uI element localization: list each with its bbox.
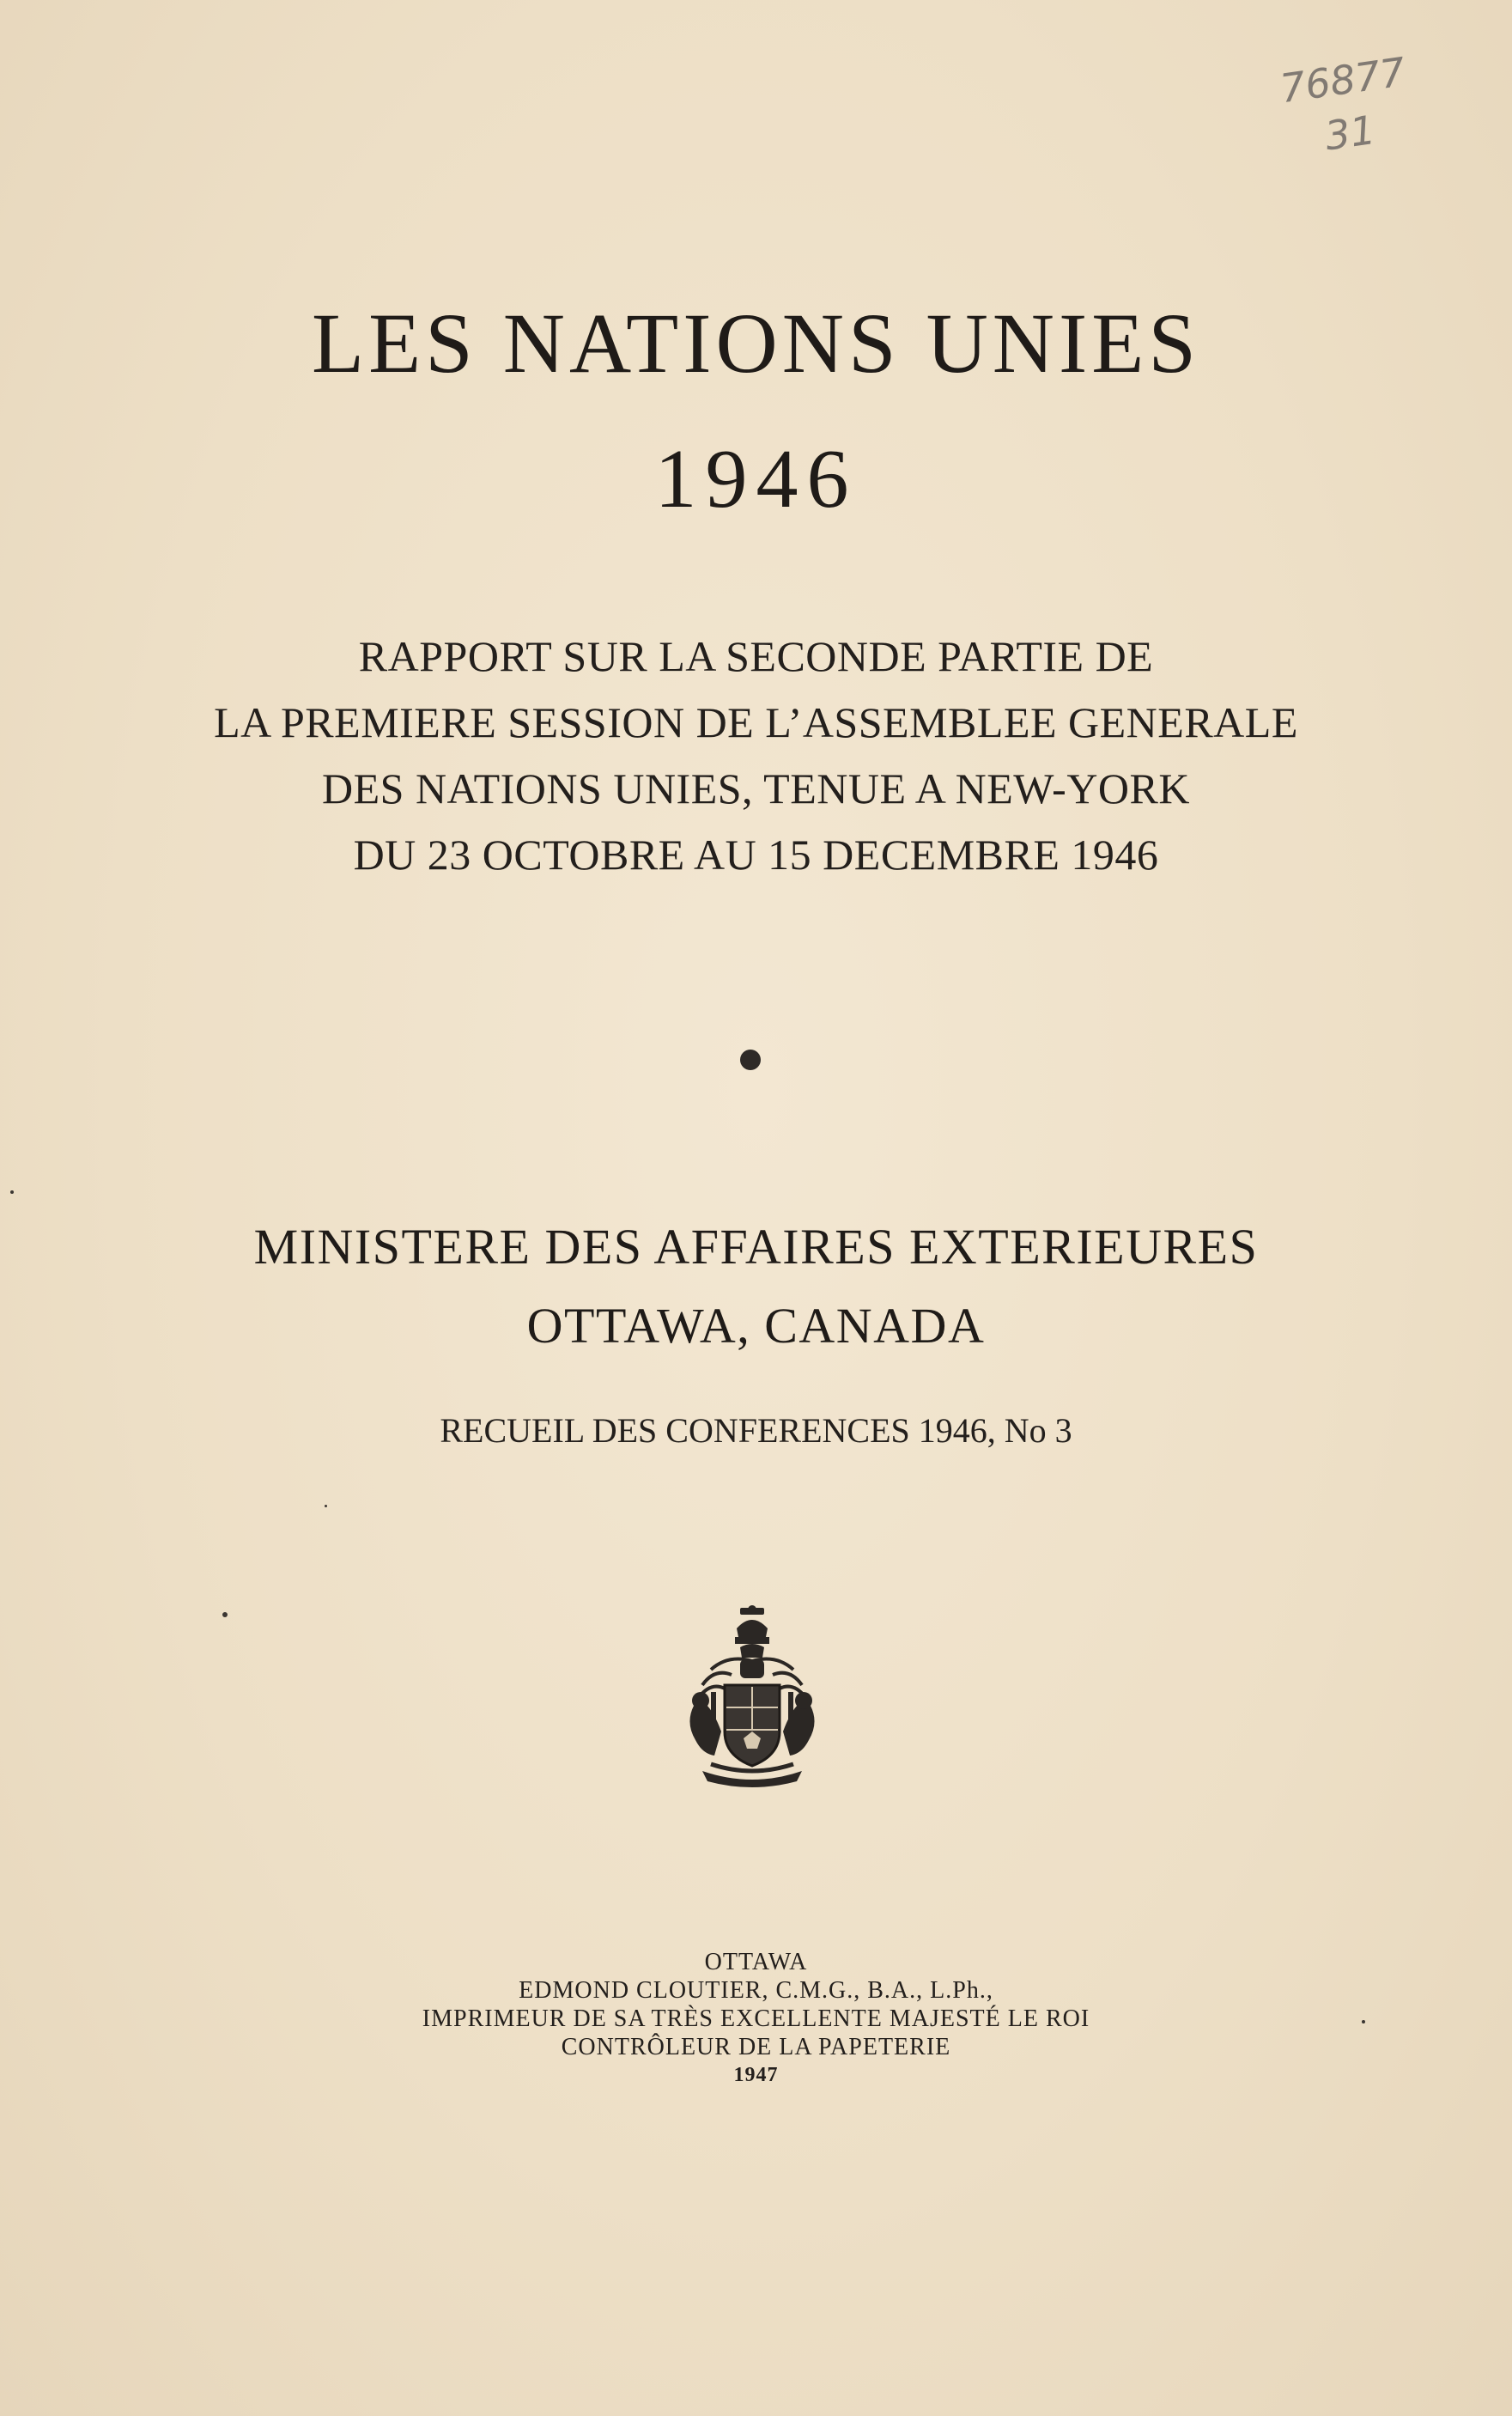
imprint-city: OTTAWA [704,1949,808,1975]
canada-coat-of-arms-icon [677,1603,828,1793]
paper-speck [222,1612,228,1617]
handwritten-catalog-number [1277,45,1416,167]
catalog-number-line2: 31 [1321,106,1378,160]
printer-imprint [0,1948,1512,2090]
imprint-year: 1947 [733,2064,779,2086]
paper-speck [10,1190,14,1194]
imprint-role: IMPRIMEUR DE SA TRÈS EXCELLENTE MAJESTÉ LE ROI [422,2005,1090,2032]
paper-speck [1362,2020,1365,2023]
ministry-location: OTTAWA, CANADA [526,1298,986,1354]
bullet-ornament [740,1050,761,1070]
report-line: DES NATIONS UNIES, TENUE A NEW-YORK [321,764,1190,812]
imprint-role: CONTRÔLEUR DE LA PAPETERIE [561,2034,951,2060]
catalog-number-line1: 76877 [1277,48,1408,113]
document-year: 1946 [654,433,858,526]
collection-reference: RECUEIL DES CONFERENCES 1946, No 3 [440,1411,1072,1450]
ministry-block [0,1208,1512,1366]
paper-speck [325,1505,327,1507]
ministry-name: MINISTERE DES AFFAIRES EXTERIEURES [253,1219,1259,1275]
report-line: DU 23 OCTOBRE AU 15 DECEMBRE 1946 [353,831,1159,879]
report-line: RAPPORT SUR LA SECONDE PARTIE DE [358,632,1154,680]
document-title: LES NATIONS UNIES [312,295,1200,391]
report-line: LA PREMIERE SESSION DE L’ASSEMBLEE GENERALE [214,698,1298,746]
imprint-printer: EDMOND CLOUTIER, C.M.G., B.A., L.Ph., [519,1977,993,2004]
report-description [0,624,1512,888]
